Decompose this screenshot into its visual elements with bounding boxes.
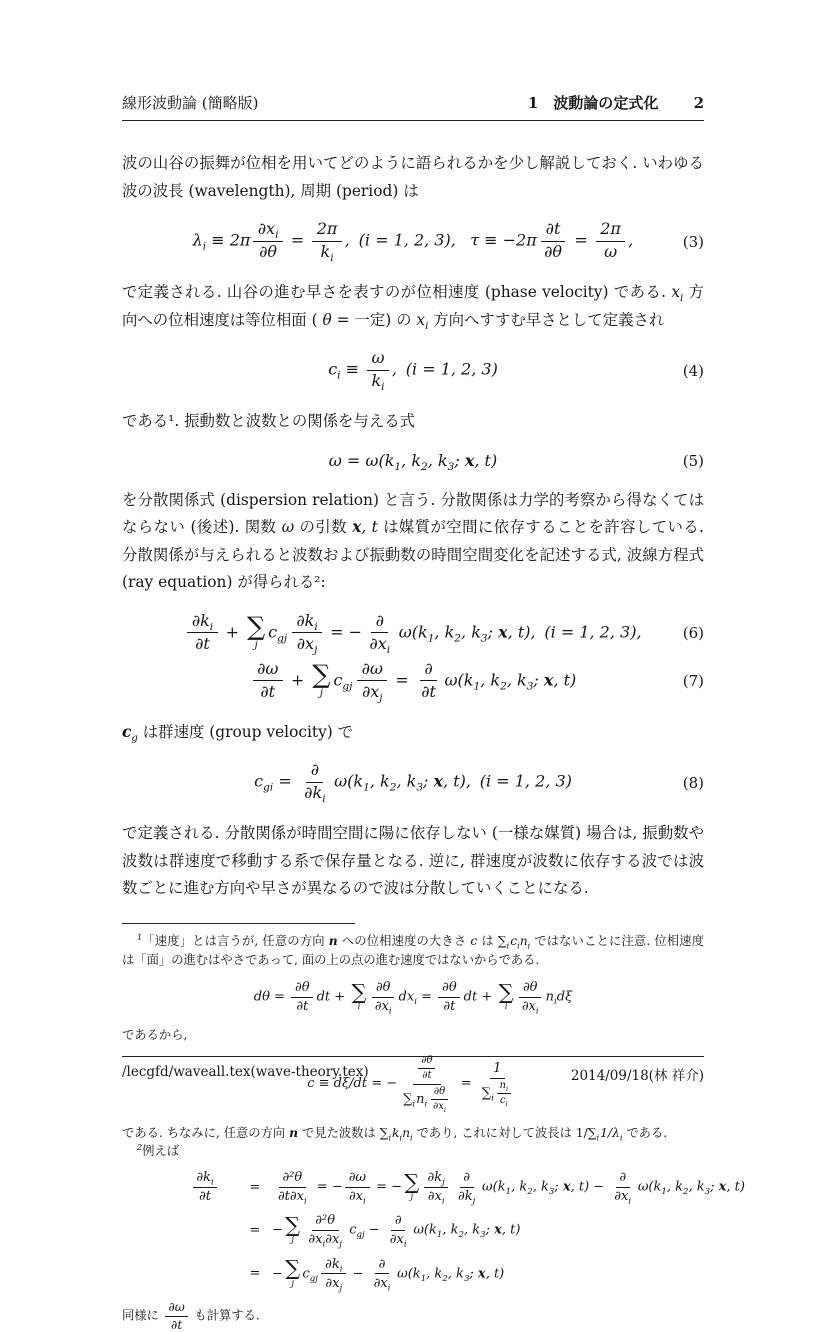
footnote-1-equation-a: dθ = $\frac{\partial\theta}{\partial t}$ dt + ∑ i $\frac{\partial\theta}{\partial x_i}$ $dx_i$ = $\frac{\partial\theta}{\partial t}$ dt + ∑ i $\frac{\partial\theta}{\partial x_i}$ $n_id\xi$ <box>253 980 573 1017</box>
equation-5-number: (5) <box>682 451 704 470</box>
equation-6-body: $\frac{\partial k_i}{\partial t}$ + ∑ j $c_{gj}$ $\frac{\partial k_i}{\partial x_j}$ = − $\frac{\partial}{\partial x_i}$ $\omega(k_1$, $k_2$, $k_3$; x, t), (i = 1, 2, 3), <box>184 612 641 654</box>
equation-3-body: $\lambda_i \equiv 2\pi$ $\frac{\partial x_i}{\partial\theta}$ = $\frac{2\pi}{k_i}$ , (i = 1, 2, 3), τ ≡ −2π $\frac{\partial t}{\partial\theta}$ = $\frac{2\pi}{\omega}$ , <box>192 219 634 265</box>
footnote-2-equation-row-3 <box>172 1256 704 1294</box>
footnote-2-head: $^2$例えば <box>137 1142 180 1159</box>
equals-sign: = <box>249 1266 261 1282</box>
equation-7-number: (7) <box>682 672 704 691</box>
equation-8 <box>122 760 704 806</box>
document-page <box>122 0 745 1332</box>
footnote-2-tail: 同様に $\frac{\partial\omega}{\partial t}$ も計算する. <box>122 1299 260 1332</box>
footnote-1-tail: である. ちなみに, 任意の方向 n で見た波数は $\sum_ik_in_i$ であり, これに対して波長は $1/\sum_i1/\lambda_i$ である. <box>122 1124 668 1143</box>
equation-4-body: $c_i$ ≡ $\frac{\omega}{k_i}$ , (i = 1, 2, 3) <box>328 348 498 394</box>
footnote-2-eq2-rhs: − ∑ j $\frac{\text{∂²θ}}{\partial x_i\partial x_j}$ $c_{gj}$ − $\frac{\partial}{\partial x_i}$ $\omega(k_1$, $k_2$, $k_3$; x, t) <box>272 1212 521 1250</box>
footnote-1-middle: であるから, <box>122 1027 188 1042</box>
footnote-1-text: $^1$「速度」とは言うが, 任意の方向 n への位相速度の大きさ c は $\sum_ic_in_i$ ではないことに注意. 位相速度は「面」の進むはやさであって, 面の上の点の進む速度ではないからである. <box>122 931 704 967</box>
equation-4 <box>122 348 705 394</box>
footnote-2-equation-row-1 <box>172 1169 745 1207</box>
header-page-number: 2 <box>693 94 704 112</box>
equation-5 <box>122 450 704 473</box>
header-doc-title: 線形波動論 (簡略版) <box>122 94 259 112</box>
equation-6 <box>122 610 704 657</box>
footnote-2-eq1-lhs: $\frac{\partial k_i}{\partial t}$ <box>172 1170 238 1204</box>
footnote-rule <box>122 923 355 924</box>
footnote-1-equation-b: c ≡ dξ/dt = − $\frac{\partial\theta}{\partial t}$ $\sum_in_i$ $\frac{\partial\theta}{\partial x_i}$ = 1 $\sum_i$ $\frac{n_i}{c_i}$ <box>122 1055 704 1112</box>
equals-sign: = <box>249 1222 261 1238</box>
equation-5-body: $\omega = \omega(k_1$, $k_2$, $k_3$; x, t) <box>328 450 498 473</box>
paragraph-wave-phase-intro: 波の山谷の振舞が位相を用いてどのように語られるかを少し解説しておく. いわゆる波の波長 (wavelength), 周期 (period) は <box>122 154 704 200</box>
paragraph-phase-velocity: で定義される. 山谷の進む早さを表すのが位相速度 (phase velocity) である. $x_i$ 方向への位相速度は等位相面 ( θ = 一定) の $x_i$ 方向へすすむ早さとして定義され <box>122 283 704 332</box>
footnote-2-eq1-rhs: $\frac{\text{∂²θ}}{\partial t\partial x_i}$ = − $\frac{\partial\omega}{\partial x_i}$ = − ∑ j $\frac{\partial k_j}{\partial x_i}$ $\frac{\partial}{\partial k_j}$ $\omega(k_1$, $k_2$, $k_3$; x, t) − $\frac{\partial}{\partial x_i}$ $\omega(k_1$, $k_2$, $k_3$; x, t) <box>277 1169 745 1207</box>
equation-4-number: (4) <box>682 361 705 380</box>
equation-7 <box>122 658 704 705</box>
footer-rule <box>122 1056 704 1057</box>
footer-date-author: 2014/09/18(林 祥介) <box>570 1068 704 1084</box>
paragraph-dispersion-relation: を分散関係式 (dispersion relation) と言う. 分散関係は力学的考察から得なくてはならない (後述). 関数 ω の引数 x, t は媒質が空間に依存することを許容している. 分散関係が与えられると波数および振動数の時間空間変化を記述する式, 波線方程式 (ray equation) が得られる²: <box>122 490 704 592</box>
equation-7-body: $\frac{\partial\omega}{\partial t}$ + ∑ j $c_{gj}$ $\frac{\partial\omega}{\partial x_j}$ = $\frac{\partial}{\partial t}$ $\omega(k_1$, $k_2$, $k_3$; x, t) <box>250 660 577 702</box>
equation-8-number: (8) <box>682 773 704 792</box>
paragraph-conservation: で定義される. 分散関係が時間空間に陽に依存しない (一様な媒質) 場合は, 振動数や波数は群速度で移動する系で保存量となる. 逆に, 群速度が波数に依存する波では波数ごとに進む方向や早さが異なるので波は分散していくことになる. <box>122 824 704 898</box>
header-rule <box>122 120 704 121</box>
header-right <box>528 92 704 113</box>
equation-3-number: (3) <box>682 232 705 251</box>
equation-6-number: (6) <box>682 624 704 643</box>
equation-8-body: $c_{gi}$ = $\frac{\partial}{\partial k_i}$ $\omega(k_1$, $k_2$, $k_3$; x, t), (i = 1, 2, 3) <box>254 760 572 806</box>
paragraph-dispersion-lead: である¹. 振動数と波数との関係を与える式 <box>122 412 415 431</box>
footnote-2-eq3-rhs: − ∑ j $c_{gj}$ $\frac{\partial k_i}{\partial x_j}$ − $\frac{\partial}{\partial x_i}$ $\omega(k_1$, $k_2$, $k_3$; x, t) <box>272 1256 505 1294</box>
footer-source-path: /lecgfd/waveall.tex(wave-theory.tex) <box>122 1064 369 1080</box>
header-section-title: 1 波動論の定式化 <box>527 94 659 112</box>
equals-sign: = <box>249 1179 261 1195</box>
footnote-2-equation-row-2 <box>172 1212 704 1250</box>
paragraph-group-velocity: $c_g$ は群速度 (group velocity) で <box>122 722 354 744</box>
page-footer <box>122 1056 704 1084</box>
page-header <box>122 0 704 113</box>
equation-3 <box>122 219 705 265</box>
